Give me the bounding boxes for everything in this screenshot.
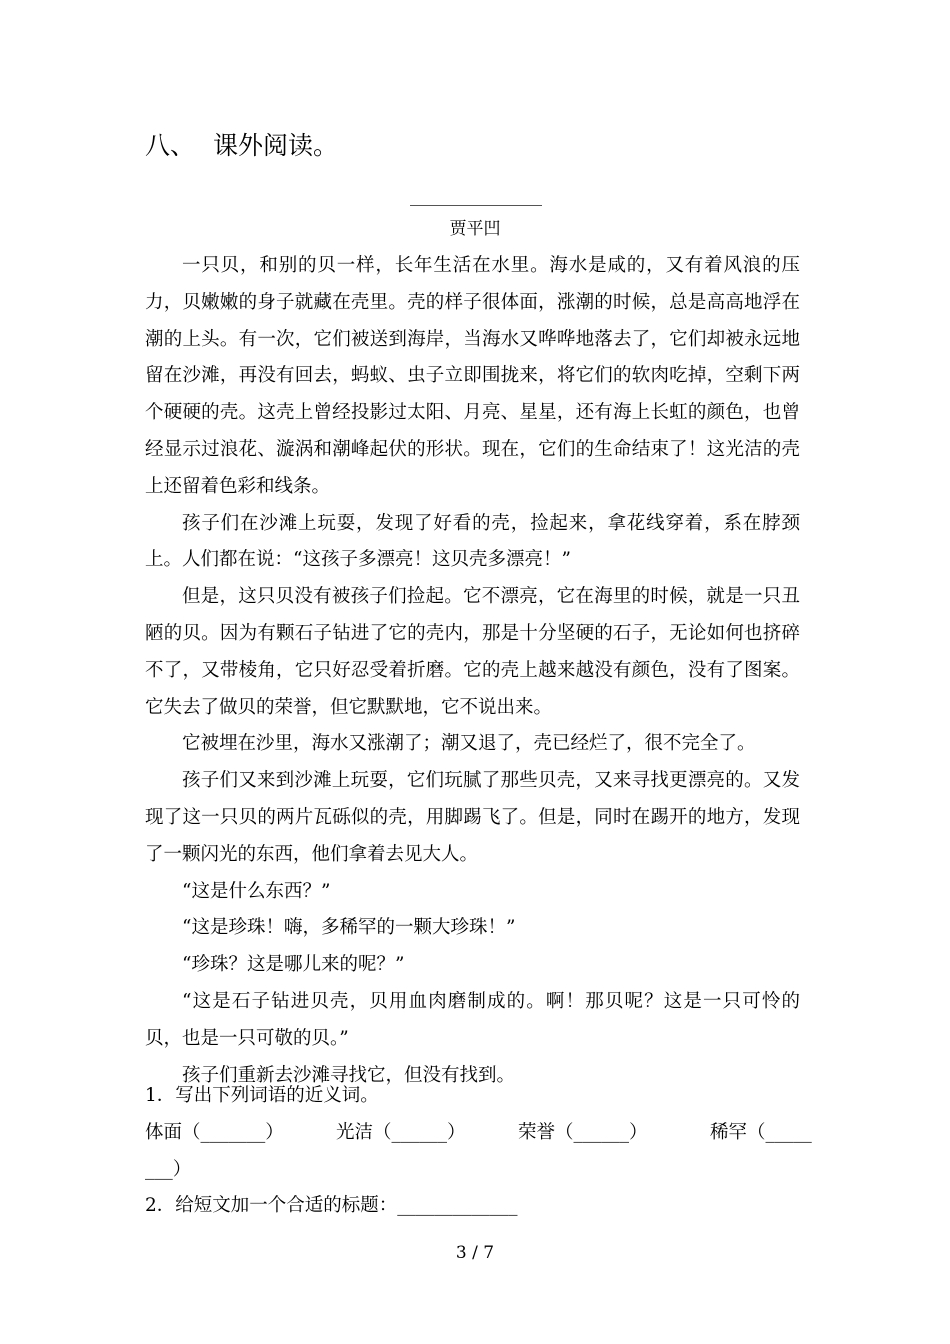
- article-author: 贾平凹: [449, 219, 501, 239]
- article-body: [145, 248, 800, 1094]
- paragraph: 一只贝，和别的贝一样，长年生活在水里。海水是咸的，又有着风浪的压力，贝嫩嫩的身子就藏在壳里。壳的样子很体面，涨潮的时候，总是高高地浮在潮的上头。有一次，它们被送到海岸，当海水又哗哗地落去了，它们却被永远地留在沙滩，再没有回去，蚂蚁、虫子立即围拢来，将它们的软肉吃掉，空剩下两个硬硬的壳。这壳上曾经投影过太阳、月亮、星星，还有海上长虹的颜色，也曾经显示过浪花、漩涡和潮峰起伏的形状。现在，它们的生命结束了！这光洁的壳上还留着色彩和线条。: [145, 255, 800, 497]
- questions: [145, 1078, 810, 1225]
- question-1-items: [145, 1115, 810, 1152]
- dialogue-line: “这是什么东西？”: [182, 880, 331, 902]
- question-2-prompt[interactable]: 2．给短文加一个合适的标题：_____________: [145, 1195, 518, 1217]
- paragraph: 孩子们又来到沙滩上玩耍，它们玩腻了那些贝壳，又来寻找更漂亮的。又发现了这一只贝的两片瓦砾似的壳，用脚踢飞了。但是，同时在踢开的地方，发现了一颗闪光的东西，他们拿着去见大人。: [145, 770, 800, 865]
- section-title: 课外阅读。: [213, 131, 339, 160]
- article-title-blank-line: [410, 205, 542, 206]
- synonym-blank-item[interactable]: 荣誉（______）: [518, 1121, 648, 1143]
- page-number: 3 / 7: [455, 1243, 495, 1263]
- dialogue-line: “这是石子钻进贝壳，贝用血肉磨制成的。啊！那贝呢？这是一只可怜的贝，也是一只可敬的贝。”: [145, 990, 800, 1049]
- synonym-blank-item[interactable]: 体面（_______）: [145, 1121, 284, 1143]
- dialogue-line: “珍珠？这是哪儿来的呢？”: [182, 954, 405, 976]
- synonym-blank-item[interactable]: 光洁（______）: [336, 1121, 466, 1143]
- paragraph: 它被埋在沙里，海水又涨潮了；潮又退了，壳已经烂了，很不完全了。: [182, 733, 756, 755]
- section-heading: [145, 128, 338, 164]
- paragraph: 但是，这只贝没有被孩子们捡起。它不漂亮，它在海里的时候，就是一只丑陋的贝。因为有颗石子钻进了它的壳内，那是十分坚硬的石子，无论如何也挤碎不了，又带棱角，它只好忍受着折磨。它的壳上越来越没有颜色，没有了图案。它失去了做贝的荣誉，但它默默地，它不说出来。: [145, 586, 800, 718]
- synonym-blank-item[interactable]: 稀罕（_____: [710, 1121, 812, 1143]
- synonym-blank-continuation: ___）: [145, 1158, 192, 1180]
- dialogue-line: “这是珍珠！嗨，多稀罕的一颗大珍珠！”: [182, 917, 516, 939]
- paragraph: 孩子们在沙滩上玩耍，发现了好看的壳，捡起来，拿花线穿着，系在脖颈上。人们都在说：“这孩子多漂亮！这贝壳多漂亮！”: [145, 512, 800, 571]
- section-number: 八、: [145, 131, 196, 160]
- question-1-prompt: 1．写出下列词语的近义词。: [145, 1085, 379, 1106]
- paragraph: 孩子们重新去沙滩寻找它，但没有找到。: [182, 1064, 516, 1086]
